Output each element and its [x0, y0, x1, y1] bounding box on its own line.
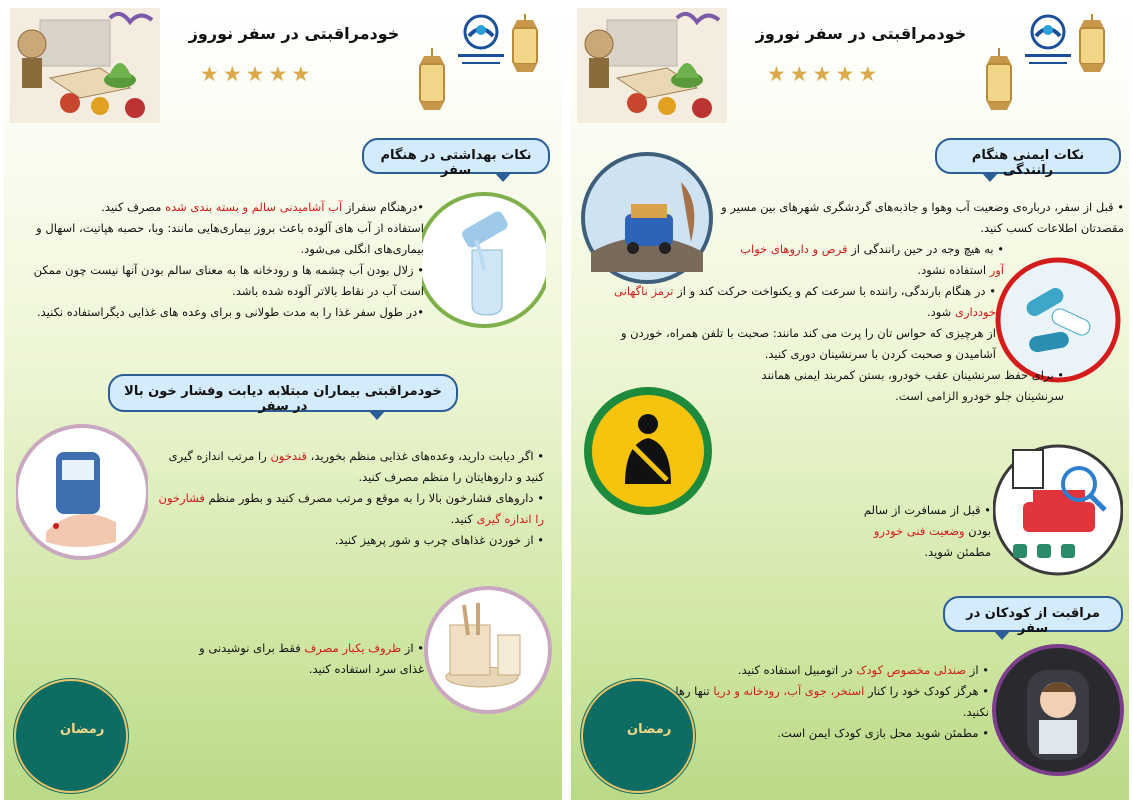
star-icon: ★	[835, 62, 855, 86]
list-item: • زلال بودن آب چشمه ها و رودخانه ها به معنای سالم بودن آنها نیست چون ممکن است آب در نقاط بالاتر آلوده شده باشد.	[33, 263, 424, 298]
disposable-dishes-icon	[424, 585, 552, 715]
ramadan-decoration	[579, 676, 697, 796]
star-rating-decoration	[767, 62, 917, 84]
haft-seen-icon	[577, 8, 727, 123]
driving-tips-text	[579, 197, 1124, 407]
list-item: •درهنگام سفراز آب آشامیدنی سالم و بسته بندی شده مصرف کنید.	[101, 200, 424, 214]
page-title: خودمراقبتی در سفر نوروز	[755, 24, 967, 43]
star-rating-decoration	[200, 62, 350, 84]
org-logo-icon	[452, 10, 510, 80]
glucometer-icon	[16, 422, 148, 562]
list-item: • از ظروف یکبار مصرف فقط برای نوشیدنی و غذای سرد استفاده کنید.	[199, 641, 424, 676]
list-item: • هرگز کودک خود را کنار استخر، جوی آب، رودخانه و دریا تنها رها نکنید.	[675, 684, 989, 719]
star-icon: ★	[245, 62, 265, 86]
ramadan-label: رمضان	[627, 722, 672, 737]
section-heading-children	[943, 596, 1123, 636]
diabetes-tips-text	[154, 446, 544, 551]
star-icon: ★	[858, 62, 878, 86]
right-poster-panel	[571, 0, 1129, 800]
list-item: • داروهای فشارخون بالا را به موقع و مرتب مصرف کنید و بطور منظم فشارخون را اندازه گیری کنید.	[158, 491, 544, 526]
children-tips-text	[671, 660, 989, 744]
list-item: • مطمئن شوید محل بازی کودک ایمن است.	[777, 726, 989, 740]
haft-seen-icon	[10, 8, 160, 123]
seatbelt-icon	[581, 384, 715, 518]
section-heading-diabetes	[108, 374, 458, 412]
star-icon: ★	[789, 62, 809, 86]
org-logo-icon	[1019, 10, 1077, 80]
ramadan-decoration	[12, 676, 130, 796]
dishes-tip-text	[184, 638, 424, 680]
list-item: • از خوردن غذاهای چرب و شور پرهیز کنید.	[334, 533, 544, 547]
car-check-tip-text	[861, 500, 991, 563]
section-heading-hygiene	[362, 138, 550, 178]
star-icon: ★	[767, 62, 786, 86]
star-icon: ★	[268, 62, 288, 86]
list-item: • قبل از سفر، درباره‌ی وضعیت آب وهوا و جاذبه‌های گردشگری شهرهای بین مسیر و مقصدتان اطلاعات کسب کنید.	[721, 200, 1124, 235]
ramadan-label: رمضان	[60, 722, 105, 737]
lantern-icon	[1075, 14, 1109, 76]
left-poster-panel	[4, 0, 562, 800]
section-heading-label: مراقبت از کودکان در سفر	[966, 606, 1100, 636]
star-icon: ★	[200, 62, 219, 86]
list-item: • قبل از مسافرت از سالم بودن وضعیت فنی خودرو مطمئن شوید.	[863, 503, 991, 559]
star-icon: ★	[291, 62, 311, 86]
list-item: • به هیچ وجه در حین رانندگی از قرص و داروهای خواب آور استفاده نشود.	[740, 242, 1004, 277]
section-heading-label: نکات ایمنی هنگام رانندگی	[971, 148, 1085, 178]
water-bottle-icon	[422, 190, 546, 330]
list-item: از هرچیزی که حواس تان را پرت می کند مانند: صحبت با تلفن همراه، خوردن و آشامیدن و صحبت کردن با سرنشینان دوری کنید.	[620, 326, 996, 361]
page-title: خودمراقبتی در سفر نوروز	[188, 24, 400, 43]
star-icon: ★	[812, 62, 832, 86]
hygiene-tips-text	[12, 197, 424, 323]
star-icon: ★	[222, 62, 242, 86]
section-heading-label: نکات بهداشتی در هنگام سفر	[380, 148, 532, 178]
list-item: • برای حفظ سرنشینان عقب خودرو، بستن کمربند ایمنی همانند سرنشینان جلو خودرو الزامی است.	[761, 368, 1064, 403]
section-heading-driving	[935, 138, 1121, 178]
list-item: • در هنگام بارندگی، راننده با سرعت کم و یکنواخت حرکت کند و از ترمز ناگهانی خودداری شود.	[614, 284, 996, 319]
list-item: • اگر دیابت دارید، وعده‌های غذایی منظم بخورید، قندخون را مرتب اندازه گیری کنید و داروهایتان را منظم مصرف کنید.	[168, 449, 544, 484]
child-car-seat-icon	[991, 640, 1125, 780]
list-item: استفاده از آب های آلوده باعث بروز بیماری‌هایی مانند: وبا، حصبه هپاتیت، اسهال و بیماری‌های انگلی می‌شود.	[36, 221, 424, 256]
lantern-icon	[981, 48, 1017, 116]
lantern-icon	[508, 14, 542, 76]
lantern-icon	[414, 48, 450, 116]
car-inspection-icon	[993, 440, 1123, 580]
list-item: •در طول سفر غذا را به مدت طولانی و برای وعده های غذایی دیگراستفاده نکنید.	[36, 305, 424, 319]
list-item: • از صندلی مخصوص کودک در اتومبیل استفاده کنید.	[737, 663, 989, 677]
section-heading-label: خودمراقبتی بیماران مبتلابه دیابت وفشار خون بالا در سفر	[124, 384, 442, 414]
